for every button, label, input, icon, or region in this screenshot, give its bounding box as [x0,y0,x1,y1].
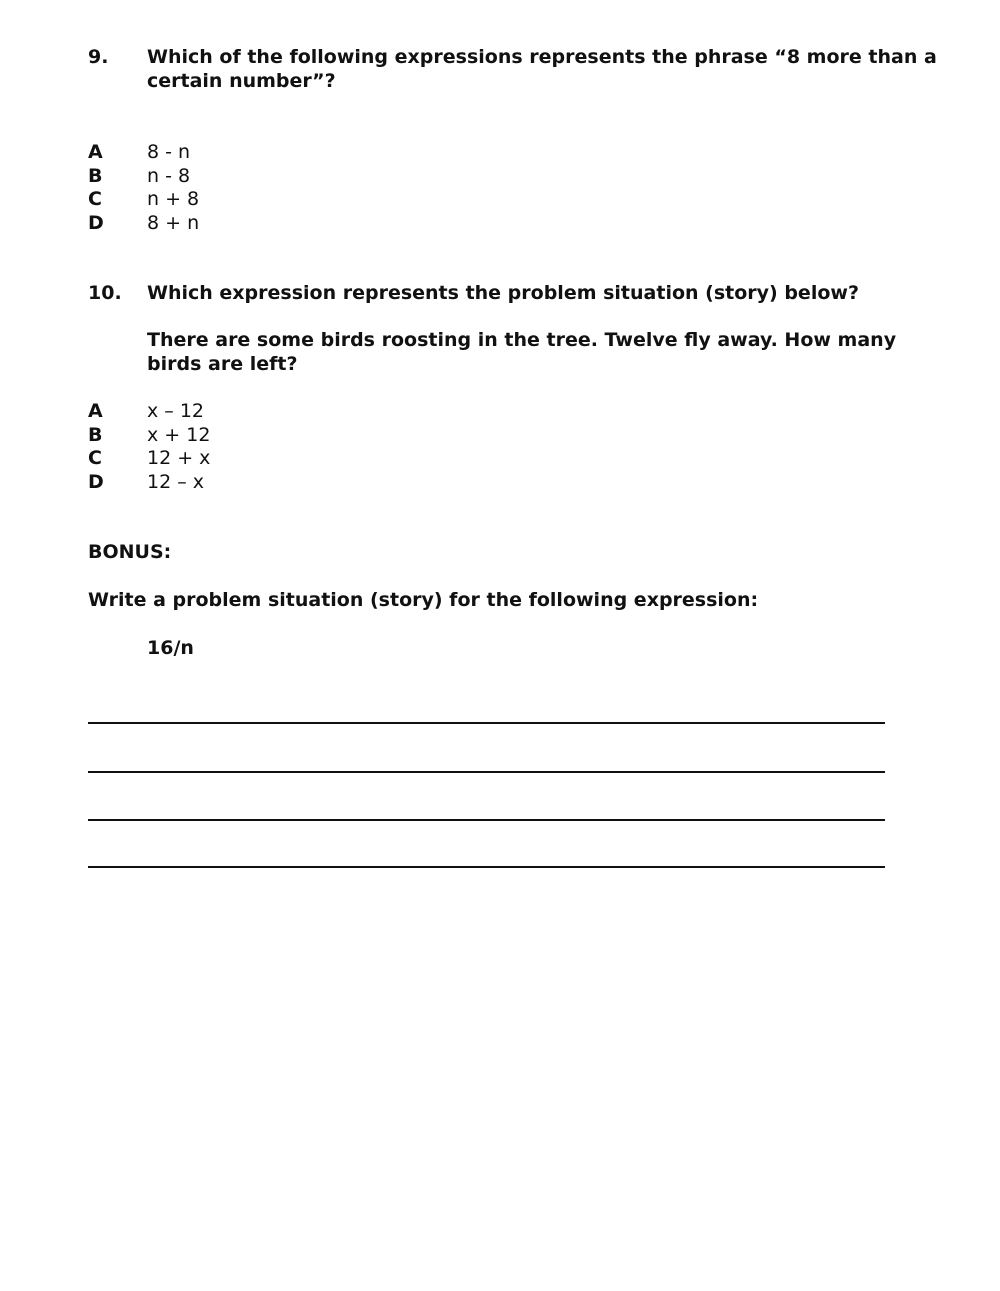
story-text: There are some birds roosting in the tree. Twelve fly away. How many birds are left? [147,329,897,375]
question-10-story [88,328,948,376]
choice-letter: A [88,400,103,422]
answer-line-4[interactable] [88,866,885,868]
question-9 [88,45,948,93]
question-number: 10. [88,282,122,304]
choice-expression: x + 12 [147,423,211,446]
bonus-expression: 16/n [147,637,194,659]
choice-letter: A [88,141,103,163]
choice-letter: D [88,211,104,234]
answer-line-3[interactable] [88,819,885,821]
answer-line-1[interactable] [88,722,885,724]
choice-letter: B [88,423,103,446]
question-text: Which of the following expressions represents the phrase “8 more than a certain number”? [147,46,937,92]
choice-letter: B [88,164,103,187]
bonus-expression-wrap [88,636,948,660]
choice-letter: C [88,188,102,210]
bonus-prompt: Write a problem situation (story) for the following expression: [88,589,759,611]
choice-expression: 12 + x [147,447,211,469]
choice-expression: x – 12 [147,400,204,422]
choice-expression: n + 8 [147,188,200,210]
bonus-heading: BONUS: [88,541,172,563]
answer-line-2[interactable] [88,771,885,773]
question-10 [88,281,948,305]
choice-letter: D [88,470,104,493]
choice-expression: 8 + n [147,211,200,234]
question-text: Which expression represents the problem situation (story) below? [147,282,859,304]
choice-expression: 8 - n [147,141,191,163]
question-number: 9. [88,46,109,68]
choice-expression: n - 8 [147,164,191,187]
choice-letter: C [88,447,102,469]
choice-expression: 12 – x [147,470,204,493]
